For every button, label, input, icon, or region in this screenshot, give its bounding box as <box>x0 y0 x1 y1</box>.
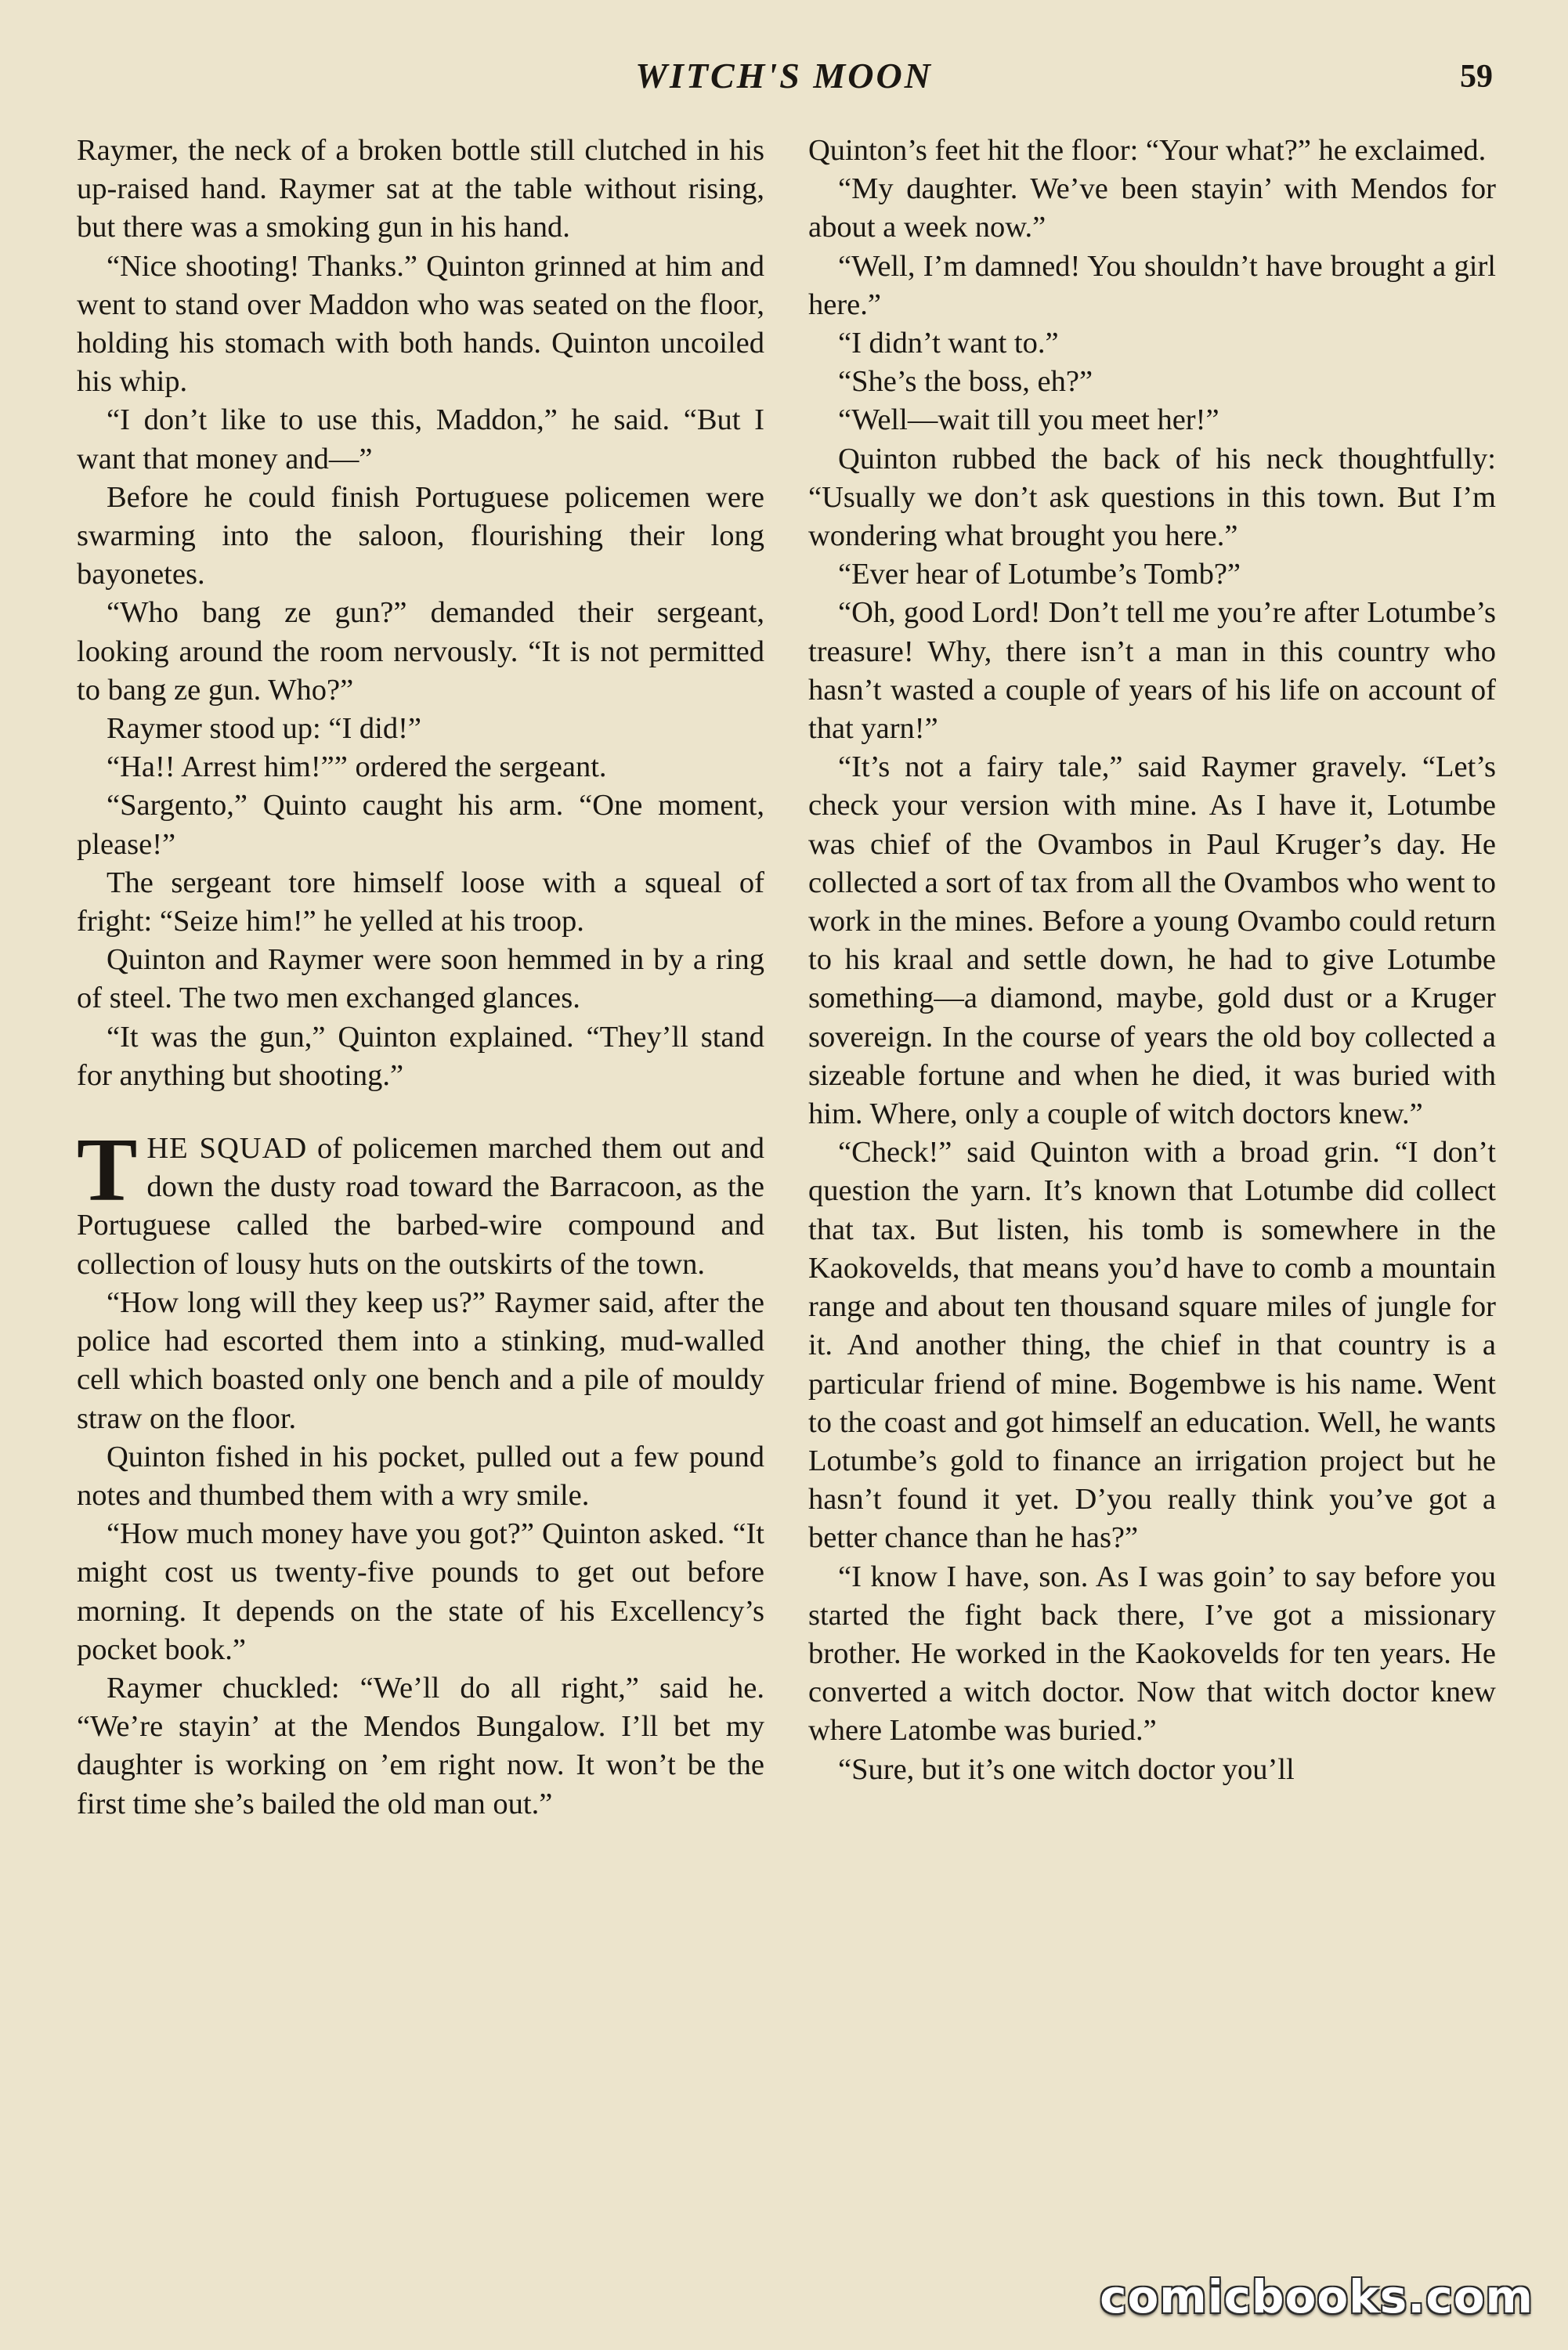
paragraph: “Check!” said Quinton with a broad grin. “I don’t question the yarn. It’s known that Lotumbe did collect that tax. But listen, his tomb is somewhere in the Kaokovelds, that means you’d have to comb a mountain range and about ten thousand square miles of jungle for it. And another thing, the chief in that country is a particular friend of mine. Bogembwe is his name. Went to the coast and got himself an education. Well, he wants Lotumbe’s gold to finance an irrigation project but he hasn’t found it yet. D’you really think you’ve got a better chance than he has?” <box>808 1136 1496 1555</box>
paragraph: “How much money have you got?” Quinton asked. “It might cost us twenty-five pounds to get out before morning. It depends on the state of his Excellency’s pocket book.” <box>77 1517 764 1666</box>
page-header <box>0 55 1568 102</box>
page-number: 59 <box>1460 59 1493 95</box>
paragraph: “My daughter. We’ve been stayin’ with Mendos for about a week now.” <box>808 172 1496 244</box>
watermark: comicbooks.com <box>1100 2270 1534 2323</box>
paragraph: “Ha!! Arrest him!”” ordered the sergeant. <box>107 750 607 784</box>
paragraph: “Well, I’m damned! You shouldn’t have brought a girl here.” <box>808 249 1496 321</box>
drop-cap: T <box>77 1120 138 1221</box>
paragraph: “Nice shooting! Thanks.” Quinton grinned at him and went to stand over Maddon who was seated on the floor, holding his stomach with both hands. Quinton uncoiled his whip. <box>77 249 764 399</box>
section-lead-caps: HE SQUAD <box>146 1132 308 1166</box>
paragraph: The sergeant tore himself loose with a squeal of fright: “Seize him!” he yelled at his troop. <box>77 866 764 938</box>
paragraph: Raymer chuckled: “We’ll do all right,” said he. “We’re stayin’ at the Mendos Bungalow. I’ll bet my daughter is working on ’em right now. It won’t be the first time she’s bailed the old man out.” <box>77 1671 764 1820</box>
paragraph: Quinton rubbed the back of his neck thoughtfully: “Usually we don’t ask questions in this town. But I’m wondering what brought you here.” <box>808 442 1496 553</box>
paragraph: Quinton and Raymer were soon hemmed in by a ring of steel. The two men exchanged glances. <box>77 943 764 1015</box>
paragraph: Before he could finish Portuguese policemen were swarming into the saloon, flourishing their long bayonetes. <box>77 480 764 591</box>
right-column <box>808 132 1496 1789</box>
paragraph: “It’s not a fairy tale,” said Raymer gravely. “Let’s check your version with mine. As I have it, Lotumbe was chief of the Ovambos in Paul Kruger’s day. He collected a sort of tax from all the Ovambos who went to work in the mines. Before a young Ovambo could return to his kraal and settle down, he had to give Lotumbe something—a diamond, maybe, gold dust or a Kruger sovereign. In the course of years the old boy collected a sizeable fortune and when he died, it was buried with him. Where, only a couple of witch doctors knew.” <box>808 750 1496 1131</box>
paragraph: “She’s the boss, eh?” <box>838 365 1093 399</box>
paragraph: “I don’t like to use this, Maddon,” he said. “But I want that money and—” <box>77 403 764 475</box>
paragraph: “Well—wait till you meet her!” <box>838 403 1219 437</box>
running-title: WITCH'S MOON <box>635 56 933 96</box>
paragraph: Raymer stood up: “I did!” <box>107 712 422 746</box>
paragraph: “I didn’t want to.” <box>838 327 1059 360</box>
section-opening-paragraph <box>77 1120 764 1284</box>
paragraph: “I know I have, son. As I was goin’ to say before you started the fight back there, I’ve got a missionary brother. He worked in the Kaokovelds for ten years. He converted a witch doctor. Now that witch doctor knew where Latombe was buried.” <box>808 1560 1496 1748</box>
paragraph: “How long will they keep us?” Raymer said, after the police had escorted them into a stinking, mud-walled cell which boasted only one bench and a pile of mouldy straw on the floor. <box>77 1285 764 1435</box>
paragraph: Quinton fished in his pocket, pulled out a few pound notes and thumbed them with a wry smile. <box>77 1440 764 1512</box>
paragraph: “Oh, good Lord! Don’t tell me you’re after Lotumbe’s treasure! Why, there isn’t a man in this country who hasn’t wasted a couple of years of his life on account of that yarn!” <box>808 596 1496 746</box>
paragraph: Raymer, the neck of a broken bottle still clutched in his up-raised hand. Raymer sat at the table without rising, but there was a smoking gun in his hand. <box>77 134 764 244</box>
paragraph: “Ever hear of Lotumbe’s Tomb?” <box>838 558 1241 591</box>
paragraph: “It was the gun,” Quinton explained. “They’ll stand for anything but shooting.” <box>77 1020 764 1092</box>
left-column <box>77 132 764 1824</box>
section-text: of policemen marched them out and down the dusty road toward the Barracoon, as the Portuguese called the barbed-wire compound and collection of lousy huts on the outskirts of the town. <box>77 1132 764 1281</box>
paragraph: “Sargento,” Quinto caught his arm. “One moment, please!” <box>77 789 764 861</box>
paragraph: “Who bang ze gun?” demanded their sergeant, looking around the room nervously. “It is not permitted to bang ze gun. Who?” <box>77 596 764 707</box>
paragraph: Quinton’s feet hit the floor: “Your what?” he exclaimed. <box>808 134 1487 167</box>
paragraph: “Sure, but it’s one witch doctor you’ll <box>838 1752 1295 1786</box>
